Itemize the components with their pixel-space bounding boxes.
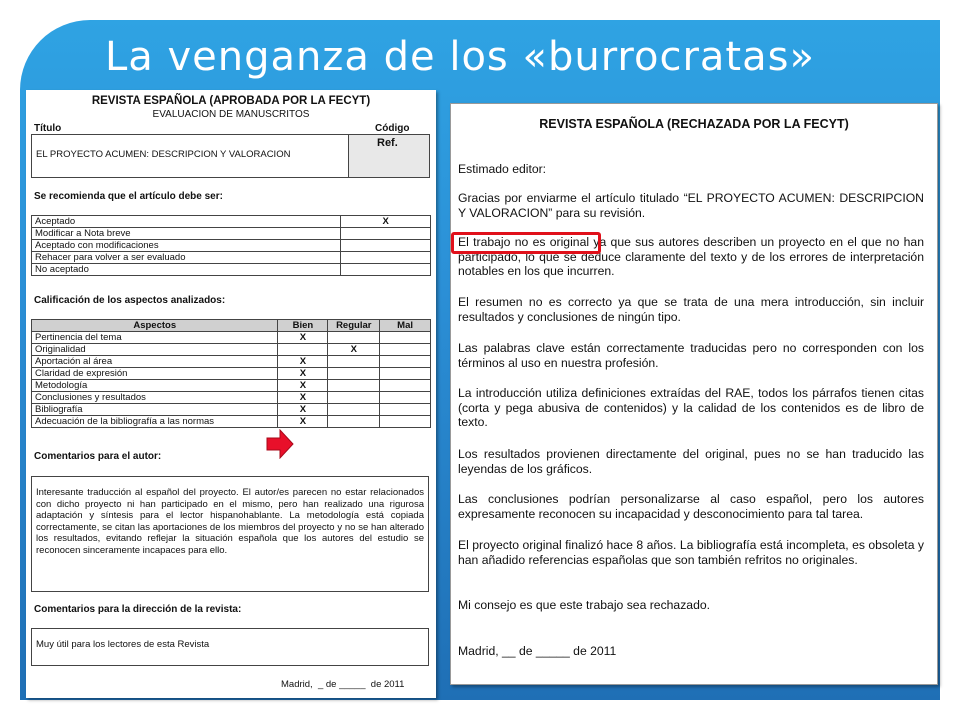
- right-signature: Madrid, __ de _____ de 2011: [458, 644, 617, 658]
- mal-mark: [380, 380, 431, 392]
- recommendation-row: [32, 264, 431, 276]
- bien-mark: X: [278, 332, 328, 344]
- codigo-value: Ref.: [377, 137, 398, 149]
- regular-mark: [328, 392, 380, 404]
- aspect-label: Metodología: [32, 380, 278, 392]
- approved-review-document: [26, 90, 436, 698]
- bien-header: Bien: [278, 320, 328, 332]
- mal-mark: [380, 392, 431, 404]
- regular-mark: [328, 368, 380, 380]
- bien-mark: X: [278, 380, 328, 392]
- editor-comments-label: Comentarios para la dirección de la revista:: [34, 604, 242, 615]
- aspect-label: Conclusiones y resultados: [32, 392, 278, 404]
- recommendation-row: [32, 216, 431, 228]
- highlight-box: [451, 232, 601, 254]
- bien-mark: X: [278, 416, 328, 428]
- aspect-label: Originalidad: [32, 344, 278, 356]
- red-arrow-icon: [266, 429, 294, 459]
- bien-mark: X: [278, 404, 328, 416]
- recommendation-label: Rehacer para volver a ser evaluado: [32, 252, 341, 264]
- paragraph: El proyecto original finalizó hace 8 años. La bibliografía está incompleta, es obsoleta y han añadido referencias españolas que son también refritos no originales.: [458, 538, 924, 567]
- aspects-table: [31, 319, 431, 428]
- author-comments-box: [31, 476, 429, 592]
- aspect-label: Pertinencia del tema: [32, 332, 278, 344]
- rejected-review-document: [450, 103, 938, 685]
- aspects-label: Calificación de los aspectos analizados:: [34, 295, 226, 306]
- titulo-value: EL PROYECTO ACUMEN: DESCRIPCION Y VALORACION: [36, 149, 291, 160]
- recommendation-row: [32, 240, 431, 252]
- aspect-row: [32, 392, 431, 404]
- paragraph: La introducción utiliza definiciones extraídas del RAE, todos los párrafos tienen citas (corta y pega abusiva de contenidos) y la calidad de los contenidos es de libro de texto.: [458, 386, 924, 429]
- recommendation-mark: X: [341, 216, 431, 228]
- titulo-label: Título: [34, 123, 62, 134]
- regular-mark: X: [328, 344, 380, 356]
- left-doc-heading: REVISTA ESPAÑOLA (APROBADA POR LA FECYT): [91, 95, 371, 107]
- paragraph: Mi consejo es que este trabajo sea rechazado.: [458, 598, 711, 612]
- mal-mark: [380, 368, 431, 380]
- bien-mark: X: [278, 356, 328, 368]
- mal-mark: [380, 416, 431, 428]
- aspect-row: [32, 332, 431, 344]
- aspect-row: [32, 344, 431, 356]
- mal-header: Mal: [380, 320, 431, 332]
- left-doc-subheading: EVALUACION DE MANUSCRITOS: [152, 109, 310, 120]
- paragraph: Las conclusiones podrían personalizarse al caso español, pero los autores expresamente reconocen su incapacidad y desconocimiento para tal tarea.: [458, 492, 924, 521]
- paragraph: Gracias por enviarme el artículo titulado “EL PROYECTO ACUMEN: DESCRIPCION Y VALORACION” para su revisión.: [458, 191, 924, 220]
- titulo-box: [31, 134, 349, 178]
- paragraph: El trabajo no es original ya que sus autores describen un proyecto en el que no han participado, lo que se deduce claramente del texto y de los errores de interpretación notables en los que incurren.: [458, 235, 924, 278]
- regular-mark: [328, 356, 380, 368]
- recommendation-mark: [341, 252, 431, 264]
- regular-mark: [328, 416, 380, 428]
- aspect-label: Claridad de expresión: [32, 368, 278, 380]
- aspects-header: Aspectos: [32, 320, 278, 332]
- paragraph: Los resultados provienen directamente del original, pues no se han traducido las leyendas de los gráficos.: [458, 447, 924, 476]
- recommendation-row: [32, 228, 431, 240]
- aspect-label: Aportación al área: [32, 356, 278, 368]
- regular-mark: [328, 380, 380, 392]
- aspect-row: [32, 368, 431, 380]
- recommendation-row: [32, 252, 431, 264]
- bien-mark: [278, 344, 328, 356]
- recommendation-mark: [341, 228, 431, 240]
- codigo-label: Código: [375, 123, 410, 134]
- mal-mark: [380, 344, 431, 356]
- bien-mark: X: [278, 368, 328, 380]
- recommendation-label: Modificar a Nota breve: [32, 228, 341, 240]
- editor-comments-box: [31, 628, 429, 666]
- paragraph: El resumen no es correcto ya que se trata de una mera introducción, sin incluir resultados y conclusiones de ningún tipo.: [458, 295, 924, 324]
- aspect-label: Adecuación de la bibliografía a las normas: [32, 416, 278, 428]
- greeting: Estimado editor:: [458, 162, 547, 176]
- regular-mark: [328, 332, 380, 344]
- aspect-row: [32, 416, 431, 428]
- aspect-row: [32, 404, 431, 416]
- regular-mark: [328, 404, 380, 416]
- recommendation-mark: [341, 264, 431, 276]
- recommendation-label: Aceptado con modificaciones: [32, 240, 341, 252]
- mal-mark: [380, 404, 431, 416]
- recommendation-label: No aceptado: [32, 264, 341, 276]
- author-comments-label: Comentarios para el autor:: [34, 451, 162, 462]
- recommend-label: Se recomienda que el artículo debe ser:: [34, 191, 223, 202]
- recommendation-mark: [341, 240, 431, 252]
- bien-mark: X: [278, 392, 328, 404]
- author-comments-text: Interesante traducción al español del proyecto. El autor/es parecen no estar relacionados con dicho proyecto ni han participado en el mismo, pero han realizado una rigurosa adaptación y síntesis para el lector hispanohablante. La metodología está copiada correctamente, se citan las aportaciones de los miembros del proyecto y no se han alterado los resultados, evitando reflejar la situación española que los autores del estudio se reconocen sinceramente incapaces para ello.: [36, 487, 424, 556]
- editor-comments-text: Muy útil para los lectores de esta Revista: [36, 639, 210, 650]
- paragraph: Las palabras clave están correctamente traducidas pero no corresponden con los términos al uso en nuestra profesión.: [458, 341, 924, 370]
- recommendation-table: [31, 215, 431, 276]
- aspect-label: Bibliografía: [32, 404, 278, 416]
- right-doc-heading: REVISTA ESPAÑOLA (RECHAZADA POR LA FECYT): [539, 117, 849, 131]
- left-signature: Madrid, _ de _____ de 2011: [281, 679, 405, 690]
- aspect-row: [32, 380, 431, 392]
- mal-mark: [380, 332, 431, 344]
- recommendation-label: Aceptado: [32, 216, 341, 228]
- mal-mark: [380, 356, 431, 368]
- regular-header: Regular: [328, 320, 380, 332]
- aspect-row: [32, 356, 431, 368]
- slide-title: La venganza de los «burrocratas»: [105, 34, 815, 80]
- codigo-box: [348, 134, 430, 178]
